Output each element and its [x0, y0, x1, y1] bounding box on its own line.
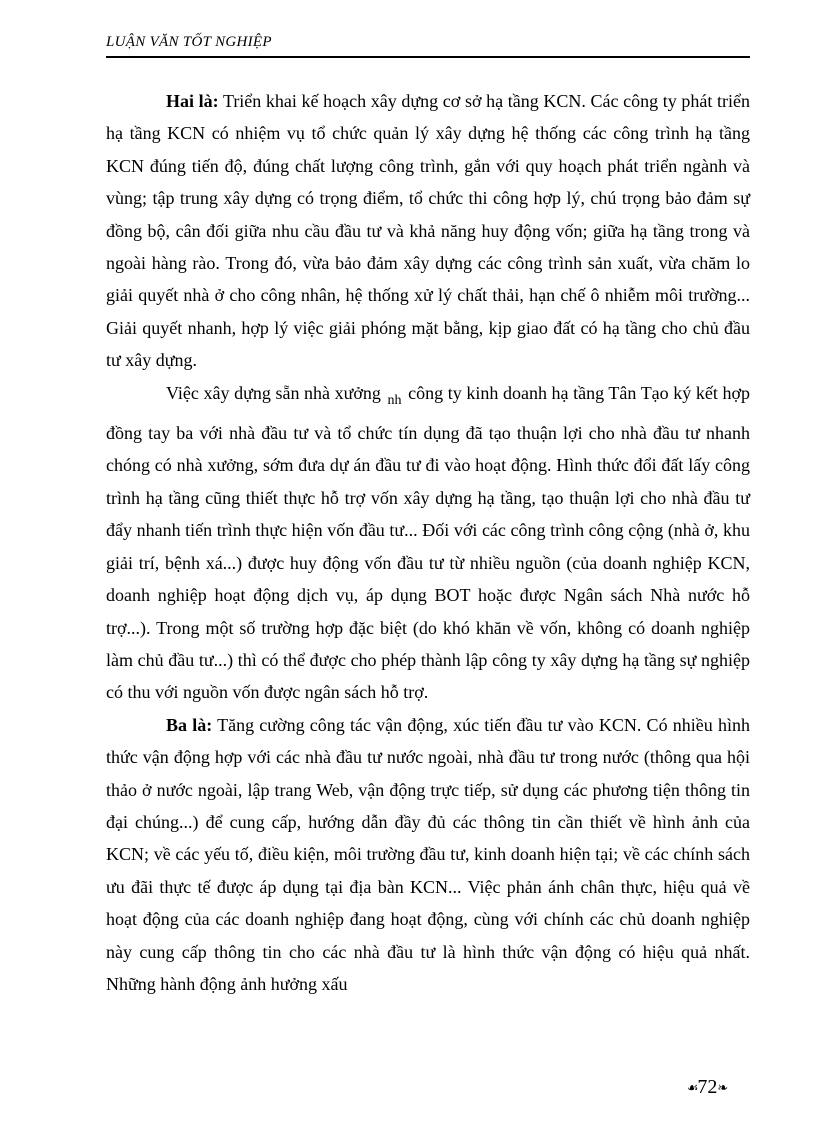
running-header: LUẬN VĂN TỐT NGHIỆP — [106, 34, 272, 50]
header-rule — [106, 56, 750, 58]
inline-small-text: nh — [387, 392, 402, 408]
paragraph-hai-la — [106, 85, 750, 377]
paragraph-label: Ba là: — [166, 714, 213, 735]
ornament-left-icon: ☙ — [686, 1079, 698, 1095]
paragraph-text-after: công ty kinh doanh hạ tầng Tân Tạo ký kết hợp đồng tay ba với nhà đầu tư và tổ chức tín dụng đã tạo thuận lợi cho nhà đầu tư nhanh chóng có nhà xưởng, sớm đưa dự án đầu tư đi vào hoạt động. Hình thức đổi đất lấy công trình hạ tầng cũng thiết thực hỗ trợ vốn xây dựng hạ tầng, tạo thuận lợi cho nhà đầu tư đẩy nhanh tiến trình thực hiện vốn đầu tư... Đối với các công trình công cộng (nhà ở, khu giải trí, bệnh xá...) được huy động vốn đầu tư từ nhiều nguồn (của doanh nghiệp KCN, doanh nghiệp hoạt động dịch vụ, áp dụng BOT hoặc được Ngân sách Nhà nước hỗ trợ...). Trong một số trường hợp đặc biệt (do khó khăn về vốn, không có doanh nghiệp làm chủ đầu tư...) thì có thể được cho phép thành lập công ty xây dựng hạ tầng sự nghiệp có thu với nguồn vốn được ngân sách hỗ trợ. — [106, 382, 751, 703]
paragraph-text: Tăng cường công tác vận động, xúc tiến đầu tư vào KCN. Có nhiều hình thức vận động hợp với các nhà đầu tư nước ngoài, nhà đầu tư trong nước (thông qua hội thảo ở nước ngoài, lập trang Web, vận động trực tiếp, sử dụng các phương tiện thông tin đại chúng...) để cung cấp, hướng dẫn đầy đủ các thông tin cần thiết về hình ảnh của KCN; về các yếu tố, điều kiện, môi trường đầu tư, kinh doanh hiện tại; về các chính sách ưu đãi thực tế được áp dụng tại địa bàn KCN... Việc phản ánh chân thực, hiệu quả về hoạt động của các doanh nghiệp đang hoạt động, cùng với chính các chủ doanh nghiệp này cung cấp thông tin cho các nhà đầu tư là hình thức vận động có hiệu quả nhất. Những hành động ảnh hưởng xấu — [106, 714, 750, 994]
paragraph-label: Hai là: — [166, 91, 219, 111]
paragraph-ba-la — [106, 709, 750, 1001]
ornament-right-icon: ❧ — [717, 1079, 728, 1095]
page-number: 72 — [697, 1076, 718, 1098]
body-text — [106, 85, 750, 1000]
paragraph-text-before: Việc xây dựng sẵn nhà xưởng — [166, 382, 381, 403]
paragraph-text: Triển khai kế hoạch xây dựng cơ sở hạ tầng KCN. Các công ty phát triển hạ tầng KCN có nhiệm vụ tổ chức quản lý xây dựng hệ thống các công trình hạ tầng KCN đúng tiến độ, đúng chất lượng công trình, gắn với quy hoạch phát triển ngành và vùng; tập trung xây dựng có trọng điểm, tổ chức thi công hợp lý, chú trọng bảo đảm sự đồng bộ, cân đối giữa nhu cầu đầu tư và khả năng huy động vốn; giữa hạ tầng trong và ngoài hàng rào. Trong đó, vừa bảo đảm xây dựng các công trình sản xuất, vừa chăm lo giải quyết nhà ở cho công nhân, hệ thống xử lý chất thải, hạn chế ô nhiễm môi trường... Giải quyết nhanh, hợp lý việc giải phóng mặt bằng, kịp giao đất có hạ tầng cho chủ đầu tư xây dựng. — [106, 91, 750, 371]
page-footer — [664, 1076, 750, 1099]
paragraph-viec-xay-dung — [106, 377, 750, 709]
